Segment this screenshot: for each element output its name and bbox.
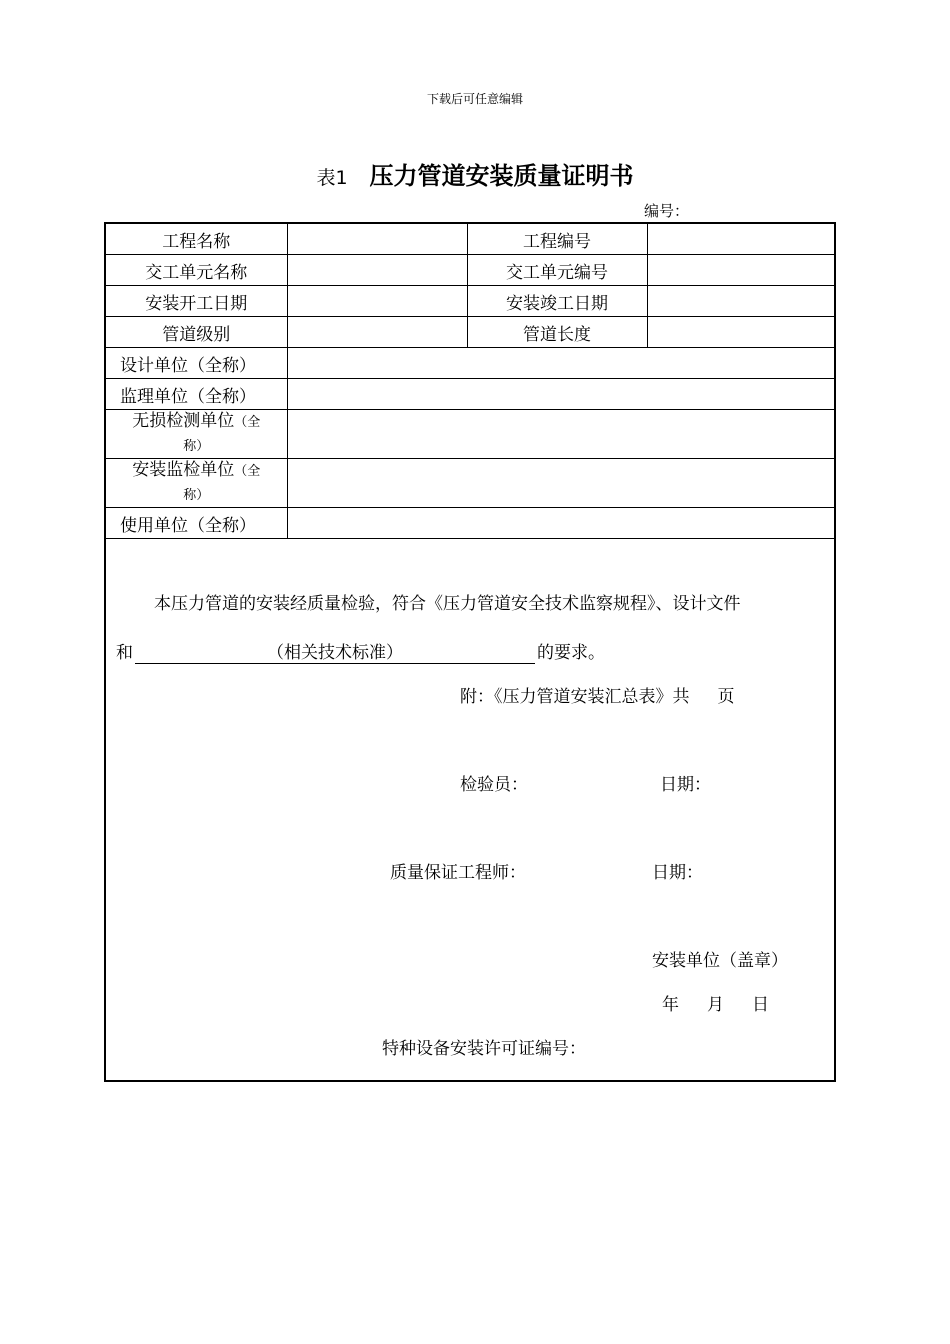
table-row [106,255,834,286]
attachment-pages-label: 页 [717,687,735,707]
inspector-label: 检验员： [460,775,528,795]
ndt-unit-label-small-a: （全 [234,415,261,430]
pipe-grade-label: 管道级别 [106,317,287,348]
license-number-label: 特种设备安装许可证编号： [382,1039,586,1059]
qa-date-label: 日期： [652,863,703,883]
title-prefix: 表1 [316,167,348,189]
project-name-field[interactable] [287,224,467,255]
finish-date-label: 安装竣工日期 [467,286,647,317]
statement-line2-prefix: 和 [116,643,133,663]
finish-date-field[interactable] [647,286,834,317]
inspection-unit-label-main: 安装监检单位 [132,460,235,480]
project-no-label: 工程编号 [467,224,647,255]
unit-no-field[interactable] [647,255,834,286]
unit-name-field[interactable] [287,255,467,286]
attachment-label: 附：《压力管道安装汇总表》共 [460,687,690,707]
ndt-unit-label-main: 无损检测单位 [132,411,235,431]
ndt-unit-field[interactable] [287,410,834,459]
table-row [106,379,834,410]
project-no-field[interactable] [647,224,834,255]
certificate-form [104,222,836,1082]
statement-line2 [116,638,605,664]
attachment-line [460,682,735,707]
page-title [0,156,950,191]
user-unit-label: 使用单位（全称） [106,508,287,539]
pipe-grade-field[interactable] [287,317,467,348]
table-row [106,317,834,348]
installation-unit-stamp-label: 安装单位（盖章） [652,951,788,971]
inspection-unit-label-small-b: 称） [183,488,210,503]
start-date-label: 安装开工日期 [106,286,287,317]
project-name-label: 工程名称 [106,224,287,255]
table-row [106,348,834,379]
info-table [106,224,834,539]
table-row [106,459,834,508]
inspector-date-label: 日期： [660,775,711,795]
design-unit-field[interactable] [287,348,834,379]
standards-blank-field[interactable]: （相关技术标准） [135,638,535,664]
table-row [106,410,834,459]
table-row [106,224,834,255]
statement-line2-suffix: 的要求。 [537,643,605,663]
header-note: 下载后可任意编辑 [426,92,523,106]
pipe-length-field[interactable] [647,317,834,348]
day-label: 日 [752,995,769,1015]
table-row [106,286,834,317]
ndt-unit-label-small-b: 称） [183,439,210,454]
inspection-unit-field[interactable] [287,459,834,508]
year-label: 年 [662,995,679,1015]
statement-line1: 本压力管道的安装经质量检验，符合《压力管道安全技术监察规程》、设计文件 [154,594,741,614]
design-unit-label: 设计单位（全称） [106,348,287,379]
unit-name-label: 交工单元名称 [106,255,287,286]
pipe-length-label: 管道长度 [467,317,647,348]
inspection-unit-label-small-a: （全 [234,464,261,479]
user-unit-field[interactable] [287,508,834,539]
title-main: 压力管道安装质量证明书 [369,162,634,190]
supervision-unit-label: 监理单位（全称） [106,379,287,410]
table-row [106,508,834,539]
supervision-unit-field[interactable] [287,379,834,410]
qa-engineer-label: 质量保证工程师： [390,863,526,883]
inspection-unit-label [106,459,287,508]
ndt-unit-label [106,410,287,459]
stamp-date [662,990,797,1015]
serial-label: 编号： [644,202,690,220]
unit-no-label: 交工单元编号 [467,255,647,286]
start-date-field[interactable] [287,286,467,317]
month-label: 月 [707,995,724,1015]
